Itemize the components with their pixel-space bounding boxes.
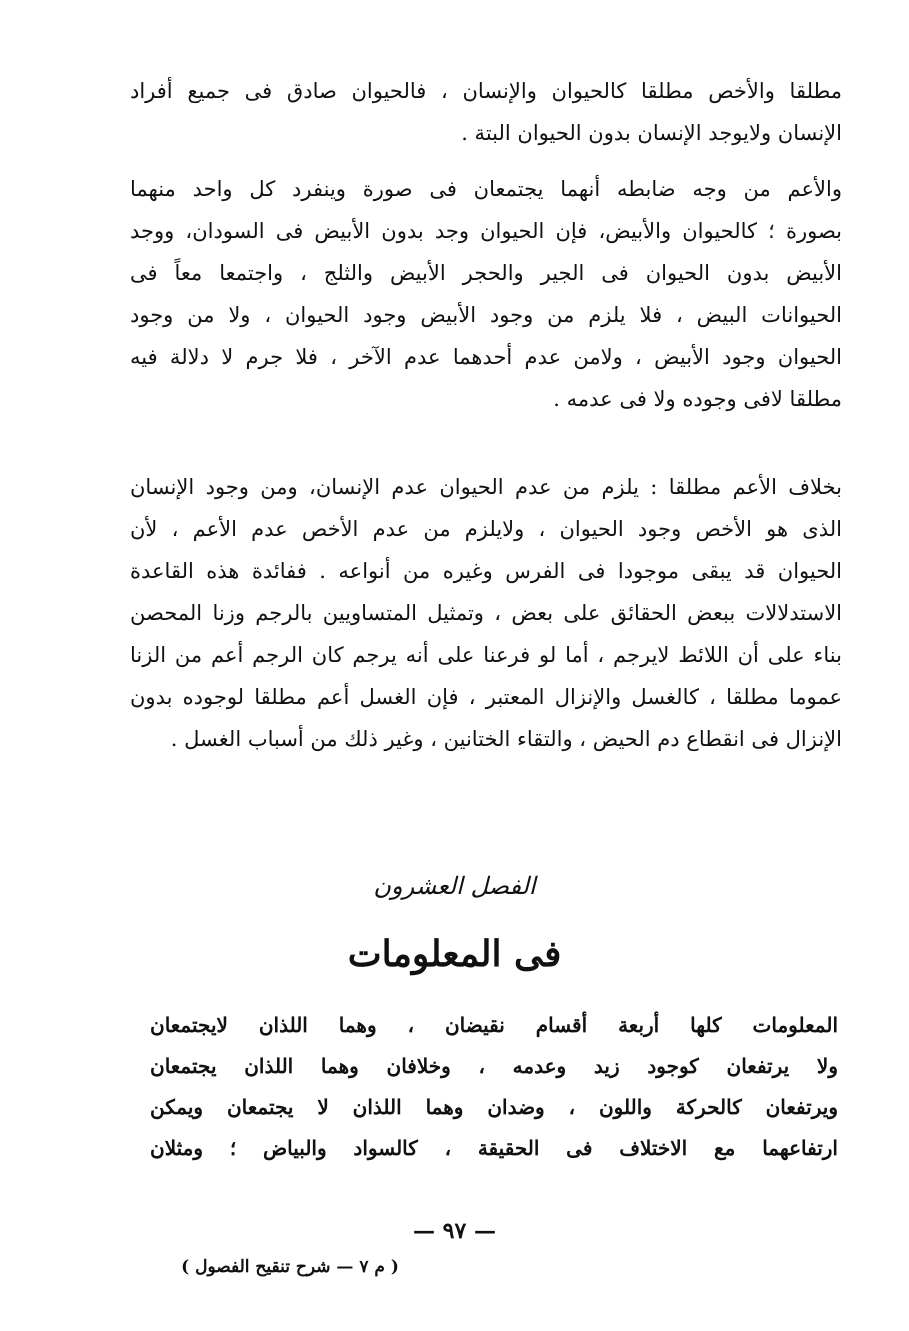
text-line: المعلومات كلها أربعة أقسام نقيضان ، وهما اللذان لايجتمعان — [150, 1013, 838, 1037]
text-line: بناء على أن اللائط لايرجم ، أما لو فرعنا على أنه يرجم كان الرجم أعم من الزنا — [130, 643, 842, 667]
text-line: مطلقا والأخص مطلقا كالحيوان والإنسان ، فالحيوان صادق فى جميع أفراد — [130, 79, 842, 103]
chapter-subtitle: الفصل العشرون — [373, 872, 536, 900]
text-line: الحيوان قد يبقى موجودا فى الفرس وغيره من أنواعه . ففائدة هذه القاعدة — [130, 559, 842, 583]
text-line: الحيوان وجود الأبيض ، ولامن عدم أحدهما عدم الآخر ، فلا جرم لا دلالة فيه — [130, 345, 842, 369]
paragraph-1 — [130, 70, 842, 154]
text-line: بصورة ؛ كالحيوان والأبيض، فإن الحيوان وجد بدون الأبيض فى السودان، ووجد — [130, 219, 842, 243]
text-line: ويرتفعان كالحركة واللون ، وضدان وهما اللذان لا يجتمعان ويمكن — [150, 1095, 838, 1119]
text-line: بخلاف الأعم مطلقا : يلزم من عدم الحيوان عدم الإنسان، ومن وجود الإنسان — [130, 475, 842, 499]
paragraph-4 — [150, 1005, 838, 1169]
text-line: عموما مطلقا ، كالغسل والإنزال المعتبر ، فإن الغسل أعم مطلقا لوجوده بدون — [130, 685, 842, 709]
text-line: ولا يرتفعان كوجود زيد وعدمه ، وخلافان وهما اللذان يجتمعان — [150, 1054, 838, 1078]
text-line: الحيوانات البيض ، فلا يلزم من وجود الأبيض وجود الحيوان ، ولا من وجود — [130, 303, 842, 327]
text-line: الإنسان ولايوجد الإنسان بدون الحيوان البتة . — [461, 121, 842, 145]
text-line: الذى هو الأخص وجود الحيوان ، ولايلزم من عدم الأخص عدم الأعم ، لأن — [130, 517, 842, 541]
footer-note: ( م ٧ — شرح تنقيح الفصول ) — [181, 1257, 399, 1277]
page-number: — ٩٧ — — [413, 1218, 496, 1244]
chapter-title: فى المعلومات — [347, 933, 562, 975]
paragraph-2 — [130, 168, 842, 420]
paragraph-3 — [130, 466, 842, 760]
text-line: ارتفاعهما مع الاختلاف فى الحقيقة ، كالسواد والبياض ؛ ومثلان — [150, 1136, 838, 1160]
text-line: مطلقا لافى وجوده ولا فى عدمه . — [553, 387, 842, 411]
text-line: الإنزال فى انقطاع دم الحيض ، والتقاء الختانين ، وغير ذلك من أسباب الغسل . — [170, 727, 842, 751]
text-line: الاستدلالات ببعض الحقائق على بعض ، وتمثيل المتساويين بالرجم وزنا المحصن — [130, 601, 842, 625]
text-line: والأعم من وجه ضابطه أنهما يجتمعان فى صورة وينفرد كل واحد منهما — [130, 177, 842, 201]
text-line: الأبيض بدون الحيوان فى الجير والحجر الأبيض والثلج ، واجتمعا معاً فى — [130, 261, 842, 285]
